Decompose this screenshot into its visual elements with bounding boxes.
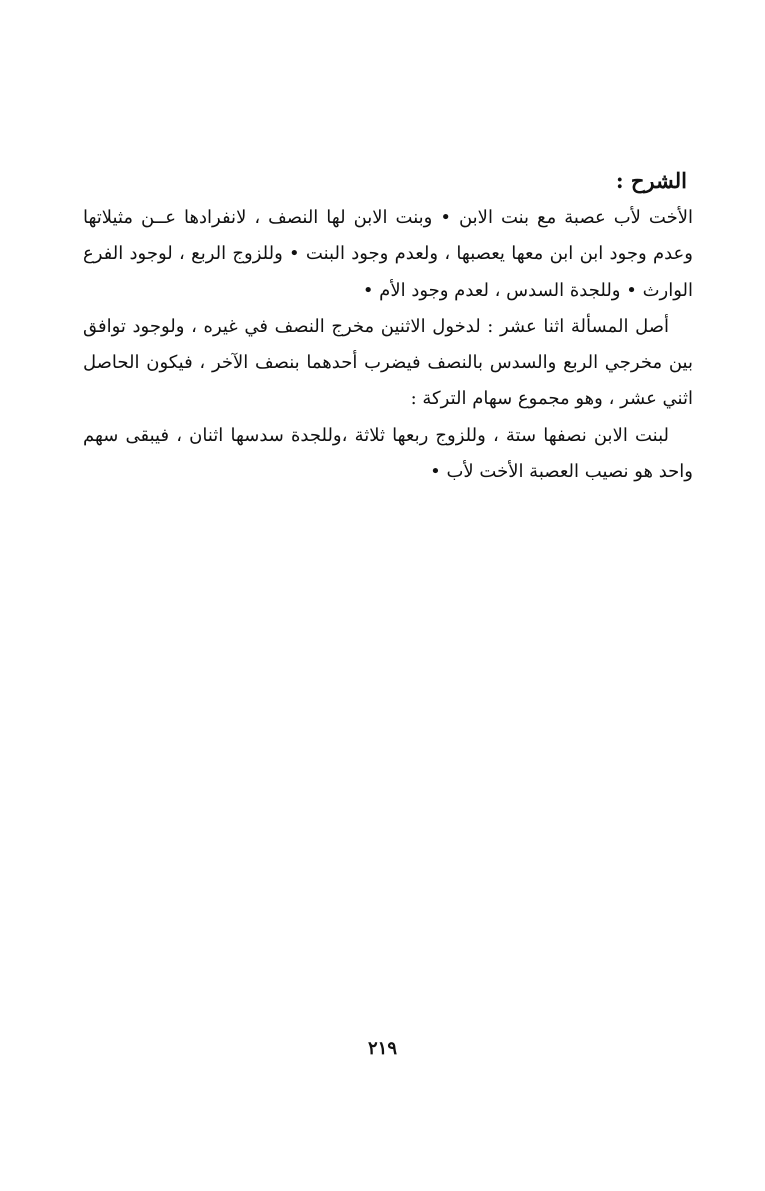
paragraph-distribution: لبنت الابن نصفها ستة ، وللزوج ربعها ثلاثة ،وللجدة سدسها اثنان ، فيبقى سهم واحد هو نصيب العصبة الأخت لأب • [83,424,693,483]
commentary-body [83,200,693,490]
paragraph-heirs: الأخت لأب عصبة مع بنت الابن • وبنت الابن لها النصف ، لانفرادها عــن مثيلاتها وعدم وجود ابن ابن معها يعصبها ، ولعدم وجود البنت • وللزوج الربع ، لوجود الفرع الوارث • وللجدة السدس ، لعدم وجود الأم • [83,207,693,301]
paragraph-base-of-problem: أصل المسألة اثنا عشر : لدخول الاثنين مخرج النصف في غيره ، ولوجود توافق بين مخرجي الربع والسدس بالنصف فيضرب أحدهما بنصف الآخر ، فيكون الحاصل اثني عشر ، وهو مجموع سهام التركة : [83,315,693,410]
section-heading: الشرح : [615,168,687,193]
page-number: ٢١٩ [367,1038,397,1059]
